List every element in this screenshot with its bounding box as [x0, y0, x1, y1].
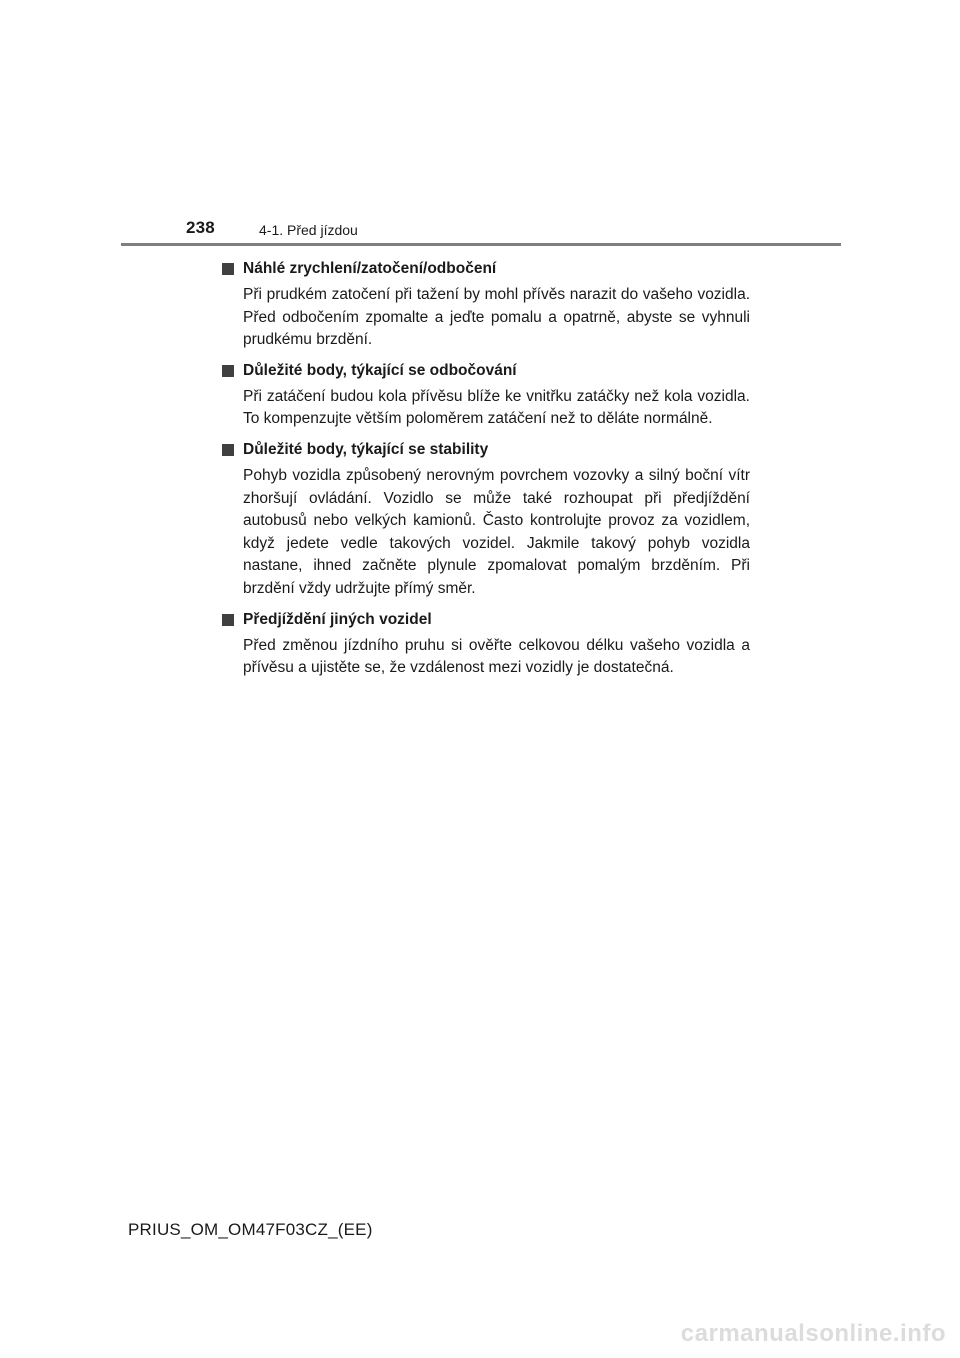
section-item	[222, 609, 750, 680]
section-heading	[222, 609, 750, 631]
square-bullet-icon	[222, 263, 234, 275]
section-item	[222, 439, 750, 601]
header-divider	[121, 243, 841, 246]
square-bullet-icon	[222, 444, 234, 456]
section-item	[222, 360, 750, 431]
section-body: Pohyb vozidla způsobený nerovným povrchem vozovky a silný boční vítr zhoršují ovládání. Vozidlo se může také rozhoupat při předjíždění autobusů nebo velkých kamionů. Často kontrolujte provoz za vozidlem, když jedete vedle takových vozidel. Jakmile takový pohyb vozidla nastane, ihned začněte plynule zpomalovat pomalým brzděním. Při brzdění vždy udržujte přímý směr.	[243, 466, 750, 597]
main-content	[222, 258, 750, 688]
section-reference: 4-1. Před jízdou	[259, 222, 358, 238]
section-heading-text: Náhlé zrychlení/zatočení/odbočení	[243, 260, 497, 277]
section-item	[222, 258, 750, 352]
section-heading	[222, 258, 750, 280]
square-bullet-icon	[222, 614, 234, 626]
document-code: PRIUS_OM_OM47F03CZ_(EE)	[128, 1220, 373, 1239]
section-heading-text: Důležité body, týkající se stability	[243, 440, 489, 458]
section-body: Při prudkém zatočení při tažení by mohl přívěs narazit do vašeho vozidla. Před odbočením zpomalte a jeďte pomalu a opatrně, abyste se vyhnuli prudkému brzdění.	[243, 286, 750, 349]
page-number: 238	[186, 218, 215, 237]
section-heading-text: Důležité body, týkající se odbočování	[243, 361, 517, 379]
section-body: Před změnou jízdního pruhu si ověřte celkovou délku vašeho vozidla a přívěsu a ujistěte se, že vzdálenost mezi vozidly je dostatečná.	[243, 636, 750, 677]
watermark: carmanualsonline.info	[680, 1320, 946, 1347]
section-heading	[222, 439, 750, 461]
section-heading	[222, 360, 750, 382]
square-bullet-icon	[222, 365, 234, 377]
section-heading-text: Předjíždění jiných vozidel	[243, 610, 432, 628]
section-body: Při zatáčení budou kola přívěsu blíže ke vnitřku zatáčky než kola vozidla. To kompenzujte větším poloměrem zatáčení než to děláte normálně.	[243, 387, 750, 428]
